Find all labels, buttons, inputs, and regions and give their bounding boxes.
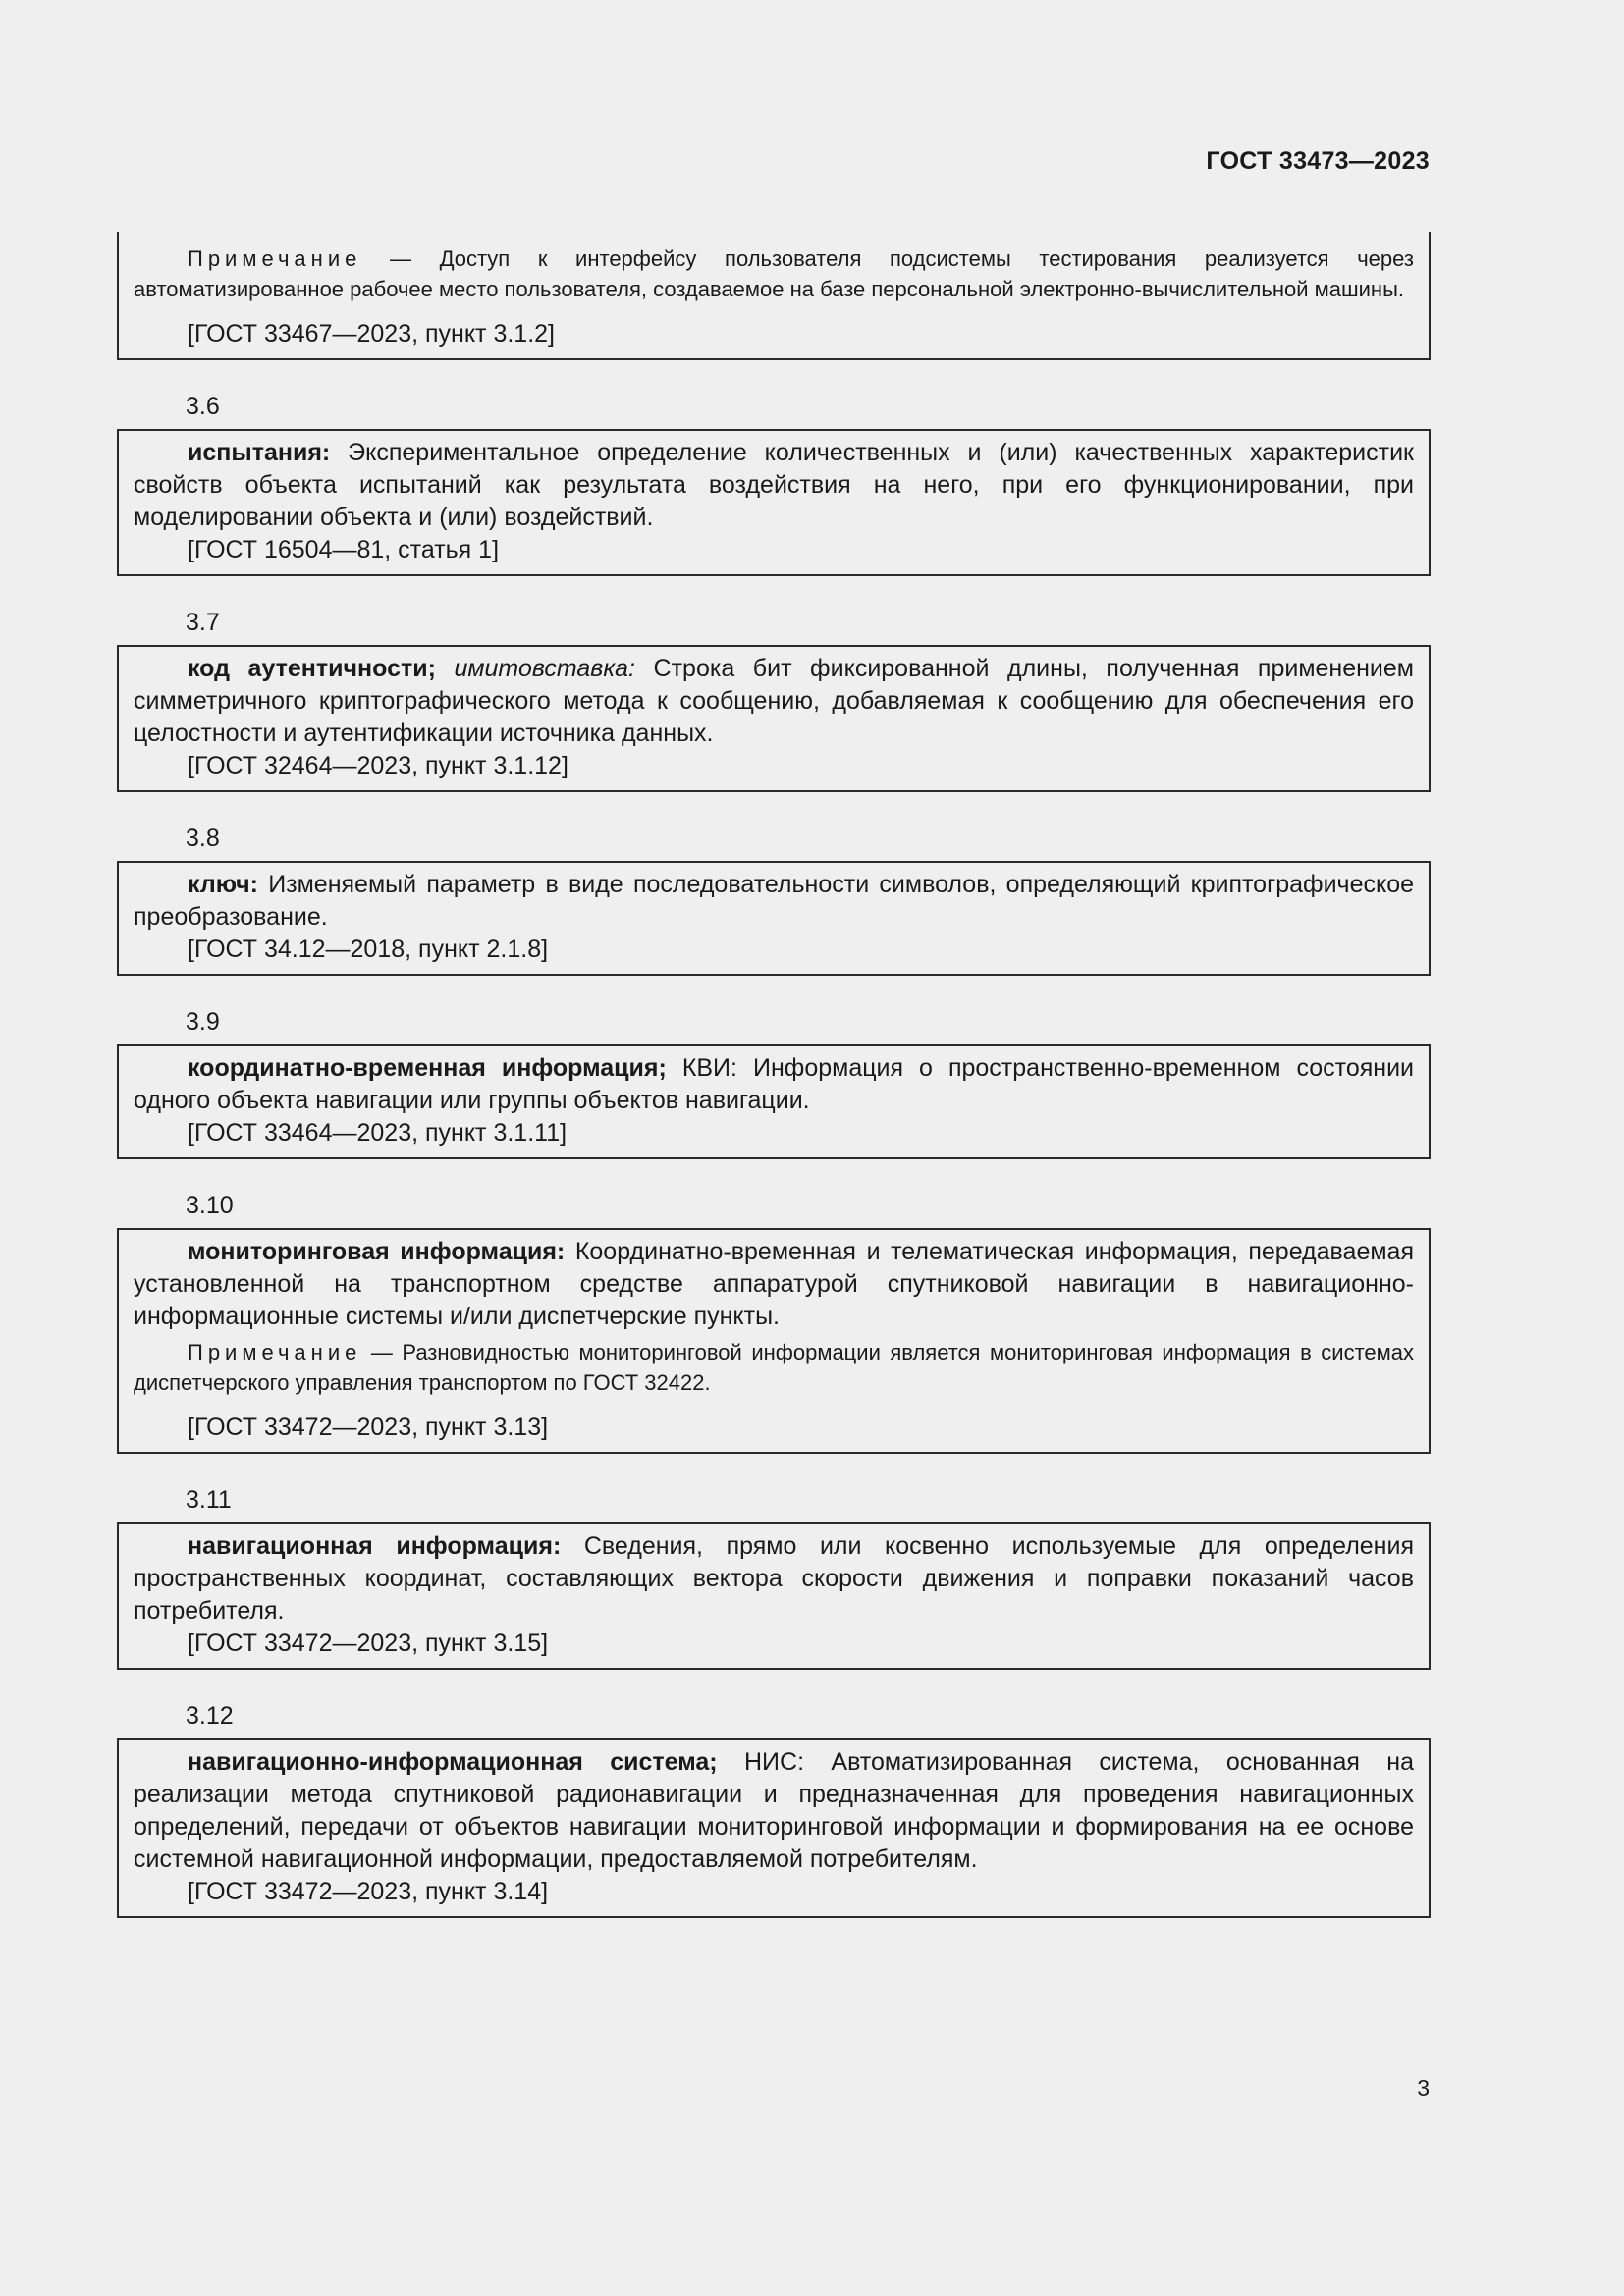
section-number: 3.10 xyxy=(186,1192,234,1219)
term-box-3-12 xyxy=(117,1738,1431,1918)
term-box-3-9 xyxy=(117,1044,1431,1159)
term-definition xyxy=(134,437,1414,534)
term-definition xyxy=(134,1236,1414,1333)
page-number: 3 xyxy=(1417,2075,1430,2101)
section-number: 3.7 xyxy=(186,609,220,636)
term-reference: [ГОСТ 33467—2023, пункт 3.1.2] xyxy=(188,320,555,347)
term-name: код аутентичности; xyxy=(188,655,436,682)
note-paragraph xyxy=(134,1337,1414,1398)
term-box-3-7 xyxy=(117,645,1431,792)
section-number: 3.9 xyxy=(186,1008,220,1036)
term-name: испытания: xyxy=(188,439,331,466)
definition-text: Изменяемый параметр в виде последовательности символов, определяющий криптографическое преобразование. xyxy=(134,871,1414,931)
note-label: Примечание xyxy=(188,246,362,271)
definition-text: Координатно-временная и телематическая информация, передаваемая установленной на транспортном средстве аппаратурой спутниковой навигации в навигационно-информационные системы и/или диспетчерские пункты. xyxy=(134,1238,1414,1330)
term-definition xyxy=(134,869,1414,934)
term-name: навигационно-информационная система; xyxy=(188,1748,718,1776)
term-name: навигационная информация: xyxy=(188,1532,562,1560)
term-definition xyxy=(134,1530,1414,1628)
term-definition xyxy=(134,1052,1414,1117)
term-reference: [ГОСТ 33472—2023, пункт 3.13] xyxy=(188,1414,549,1441)
definition-text: Строка бит фиксированной длины, полученная применением симметричного криптографического метода к сообщению, добавляемая к сообщению для обеспечения его целостности и аутентификации источника данных. xyxy=(134,655,1414,747)
term-reference: [ГОСТ 33472—2023, пункт 3.15] xyxy=(188,1629,549,1657)
section-number: 3.11 xyxy=(186,1486,232,1514)
term-name: ключ: xyxy=(188,871,258,898)
note-text: — Доступ к интерфейсу пользователя подсистемы тестирования реализуется через автоматизированное рабочее место пользователя, создаваемое на базе персональной электронно-вычислительной машины. xyxy=(134,246,1414,301)
term-reference: [ГОСТ 16504—81, статья 1] xyxy=(188,536,500,563)
document-header: ГОСТ 33473—2023 xyxy=(1206,147,1430,175)
term-definition xyxy=(134,1746,1414,1876)
section-number: 3.6 xyxy=(186,393,220,420)
term-reference: [ГОСТ 34.12—2018, пункт 2.1.8] xyxy=(188,935,549,963)
term-box-3-6 xyxy=(117,429,1431,576)
definition-text: Сведения, прямо или косвенно используемые для определения пространственных координат, составляющих вектора скорости движения и поправки показаний часов потребителя. xyxy=(134,1532,1414,1625)
term-name: координатно-временная информация; xyxy=(188,1054,667,1082)
definition-text: НИС: Автоматизированная система, основанная на реализации метода спутниковой радионавигации и предназначенная для проведения навигационных определений, передачи от объектов навигации мониторинговой информации и формирования на ее основе системной навигационной информации, предоставляемой потребителям. xyxy=(134,1748,1414,1873)
term-reference: [ГОСТ 33464—2023, пункт 3.1.11] xyxy=(188,1119,568,1147)
term-definition xyxy=(134,653,1414,750)
term-box-3-8 xyxy=(117,861,1431,976)
definition-text: КВИ: Информация о пространственно-временном состоянии одного объекта навигации или группы объектов навигации. xyxy=(134,1054,1414,1114)
note-label: Примечание xyxy=(188,1340,362,1364)
term-reference: [ГОСТ 32464—2023, пункт 3.1.12] xyxy=(188,752,568,779)
term-box-3-10 xyxy=(117,1228,1431,1454)
term-reference: [ГОСТ 33472—2023, пункт 3.14] xyxy=(188,1878,549,1905)
term-box-3-11 xyxy=(117,1522,1431,1670)
definition-text: Экспериментальное определение количественных и (или) качественных характеристик свойств объекта испытаний как результата воздействия на него, при его функционировании, при моделировании объекта и (или) воздействий. xyxy=(134,439,1414,531)
page-content xyxy=(117,232,1431,1918)
term-name: мониторинговая информация: xyxy=(188,1238,566,1265)
note-paragraph xyxy=(134,243,1414,304)
term-box-continuation xyxy=(117,232,1431,360)
note-text: — Разновидностью мониторинговой информации является мониторинговая информация в системах диспетчерского управления транспортом по ГОСТ 32422. xyxy=(134,1340,1414,1395)
section-number: 3.8 xyxy=(186,825,220,852)
section-number: 3.12 xyxy=(186,1702,234,1730)
term-synonym: имитовставка: xyxy=(435,655,635,682)
